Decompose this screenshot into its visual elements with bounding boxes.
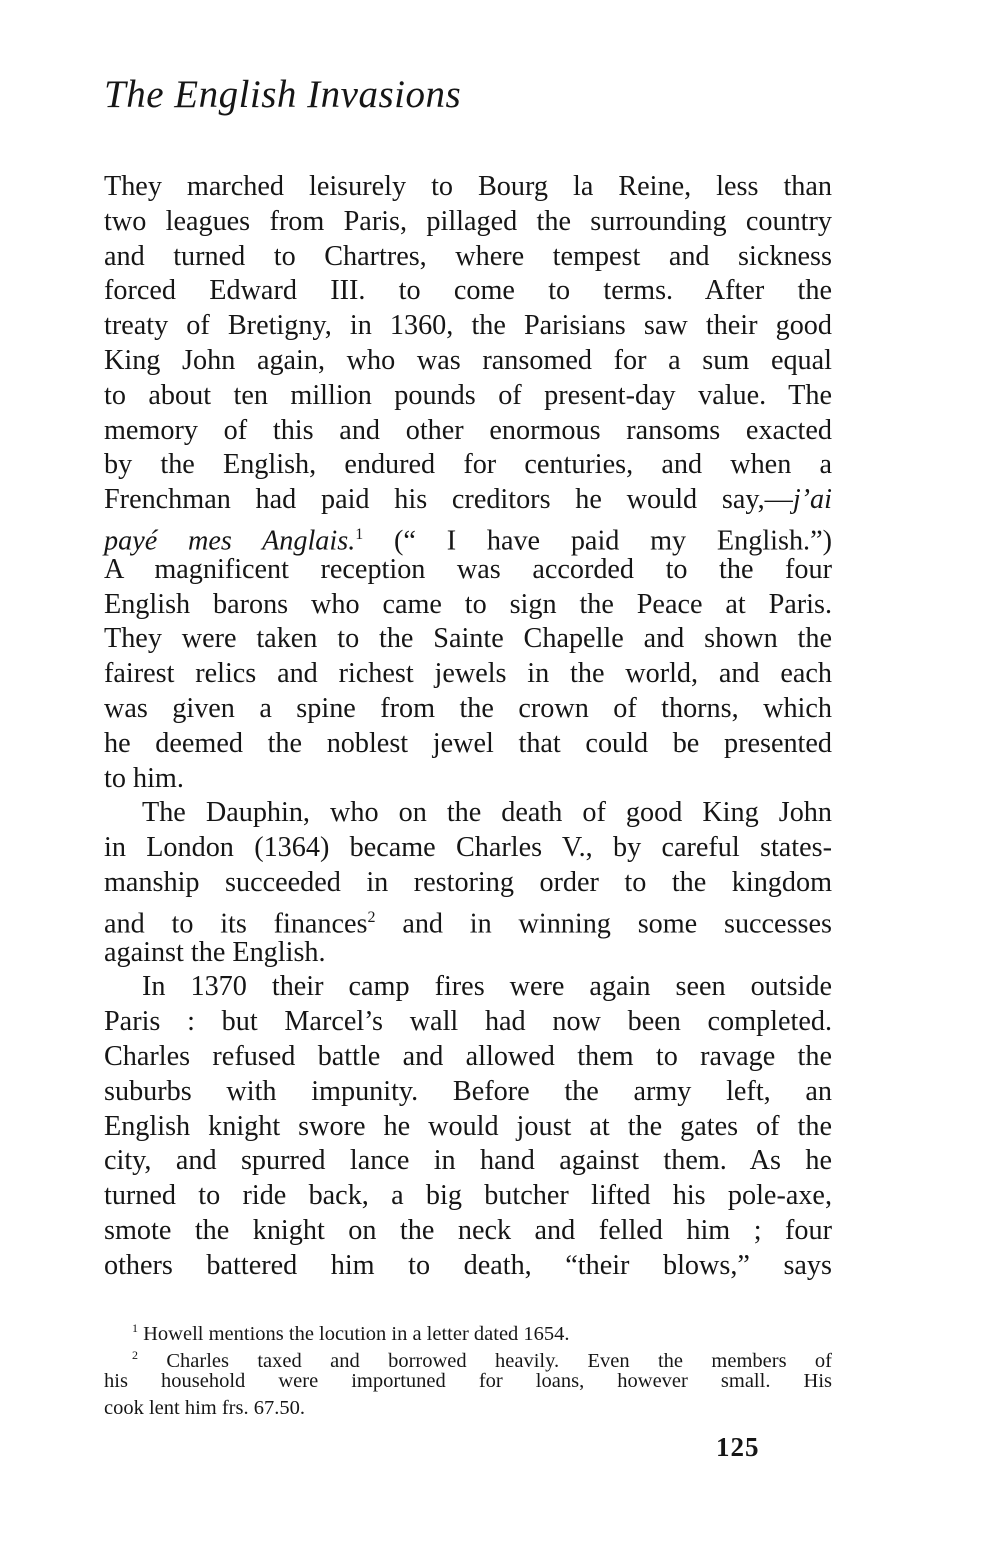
text-line: two leagues from Paris, pillaged the surrounding country	[104, 205, 832, 237]
text-line: against the English.	[104, 936, 326, 968]
text-line: A magnificent reception was accorded to the four	[104, 553, 832, 585]
text-line: They marched leisurely to Bourg la Reine, less than	[104, 171, 832, 202]
text-line: he deemed the noblest jewel that could be presented	[104, 727, 832, 759]
footnote-continuation: his household were importuned for loans, however small. His	[104, 1370, 832, 1392]
text-line: city, and spurred lance in hand against them. As he	[104, 1145, 832, 1177]
text-line: treaty of Bretigny, in 1360, the Parisians saw their good	[104, 310, 832, 342]
text-line: manship succeeded in restoring order to the kingdom	[104, 866, 832, 898]
text-line: King John again, who was ransomed for a sum equal	[104, 344, 832, 376]
text-line: in London (1364) became Charles V., by careful states-	[104, 832, 832, 864]
footnote: $^1$ Howell mentions the locution in a letter dated 1654.	[132, 1321, 570, 1345]
text-line: payé mes Anglais.$^1$ (“ I have paid my English.”)	[104, 525, 833, 557]
footnote-ref: 2	[367, 908, 376, 926]
text-line: and turned to Chartres, where tempest and sickness	[104, 240, 832, 272]
text-line: suburbs with impunity. Before the army left, an	[104, 1075, 832, 1107]
text-line: to about ten million pounds of present-day value. The	[104, 379, 832, 411]
text-line: others battered him to death, “their blows,” says	[104, 1249, 832, 1281]
text-line: forced Edward III. to come to terms. After the	[104, 275, 832, 307]
running-head: The English Invasions	[104, 73, 462, 116]
text-line: English barons who came to sign the Peace at Paris.	[104, 588, 832, 620]
footnote-mark: 1	[132, 1321, 138, 1335]
text-line: English knight swore he would joust at the gates of the	[104, 1110, 832, 1142]
text-line: smote the knight on the neck and felled him ; four	[104, 1214, 832, 1246]
text-line: They were taken to the Sainte Chapelle and shown the	[104, 623, 832, 655]
text-line: was given a spine from the crown of thorns, which	[104, 692, 832, 724]
footnote-continuation: cook lent him frs. 67.50.	[104, 1396, 305, 1419]
text-line: Charles refused battle and allowed them to ravage the	[104, 1040, 832, 1072]
text-line: The Dauphin, who on the death of good King John	[142, 797, 832, 829]
italic-phrase: j’ai	[792, 484, 832, 516]
text-line: turned to ride back, a big butcher lifted his pole-axe,	[104, 1180, 832, 1212]
text-line: Frenchman had paid his creditors he would say,—j’ai	[104, 484, 832, 516]
footnote: $^2$ Charles taxed and borrowed heavily. Even the members of	[132, 1347, 832, 1372]
footnote-ref: 1	[355, 525, 364, 543]
text-line: to him.	[104, 762, 184, 794]
page-number: 125	[716, 1432, 760, 1462]
text-line: memory of this and other enormous ransoms exacted	[104, 414, 832, 446]
footnote-mark: 2	[132, 1347, 138, 1362]
text-line: fairest relics and richest jewels in the world, and each	[104, 658, 832, 690]
italic-phrase: payé mes Anglais.	[104, 525, 356, 557]
text-line: In 1370 their camp fires were again seen outside	[142, 971, 832, 1003]
text-line: and to its finances$^2$ and in winning some successes	[104, 908, 832, 940]
footnotes	[104, 1315, 832, 1421]
text-line: Paris : but Marcel’s wall had now been completed.	[104, 1006, 832, 1038]
text-line: by the English, endured for centuries, and when a	[104, 449, 832, 481]
body-text	[104, 170, 832, 1284]
